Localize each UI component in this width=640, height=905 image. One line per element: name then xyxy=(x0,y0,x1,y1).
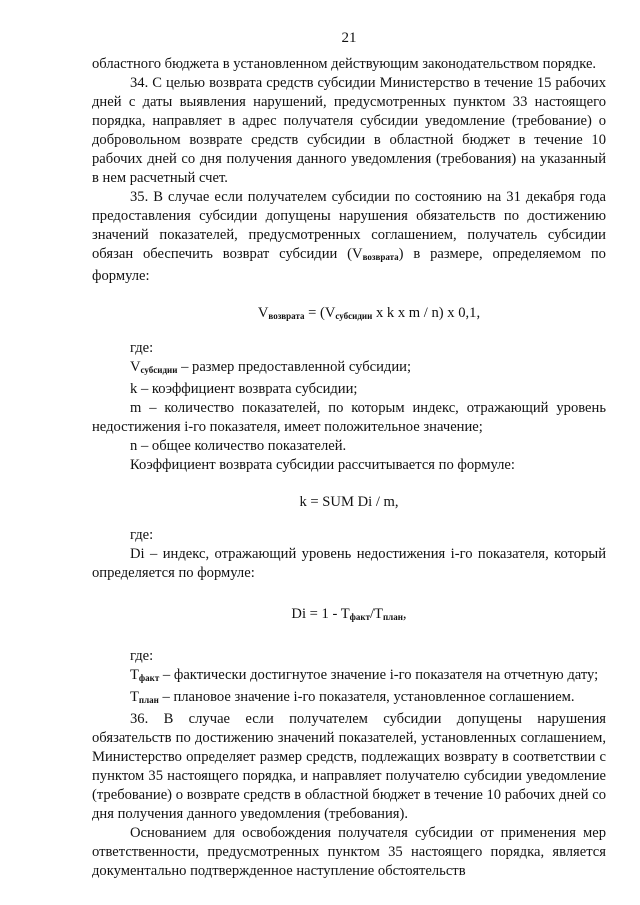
coefficient-intro: Коэффициент возврата субсидии рассчитывается по формуле: xyxy=(130,457,515,473)
definition-v-subsidy xyxy=(92,358,606,380)
definition-tp-sub: план xyxy=(138,695,159,705)
where-label-1: где: xyxy=(130,340,154,356)
paragraph-35-text-a: 35. В случае если получателем субсидии по состоянию на 31 декабря года предоставления субсидии допущены нарушения обязательств по достижению значений показателей, предусмотренных соглашением, получатель субсидии обязан обеспечить возврат субсидии (V xyxy=(92,189,606,262)
definition-v-symbol: V xyxy=(130,359,141,375)
paragraph-36: 36. В случае если получателем субсидии допущены нарушения обязательств по достижению значений показателей, установленных соглашением, Министерство определяет размер средств, подлежащих возврату в соответствии с пунктом 35 настоящего порядка, и направляет получателю субсидии уведомление (требование) о возврате средств в областной бюджет в течение 10 рабочих дней со дня получения данного уведомления (требования). xyxy=(92,711,606,822)
paragraph-exemption: Основанием для освобождения получателя субсидии от применения мер ответственности, предусмотренных пунктом 35 настоящего порядка, является документально подтвержденное наступление обстоятельств xyxy=(92,825,606,879)
formula-index xyxy=(92,605,606,627)
definition-di: Di – индекс, отражающий уровень недостижения i-го показателя, который определяется по формуле: xyxy=(92,546,606,581)
document-page xyxy=(92,30,606,881)
formula-refund-lhs-sub: возврата xyxy=(268,311,305,321)
definition-t-plan xyxy=(92,688,606,710)
formula-index-b: /T xyxy=(370,606,383,622)
formula-coefficient: k = SUM Di / m, xyxy=(299,494,399,510)
paragraph-34: 34. С целью возврата средств субсидии Министерство в течение 15 рабочих дней с даты выявления нарушений, предусмотренных пунктом 33 настоящего порядка, направляет в адрес получателя субсидии уведомление (требование) о добровольном возврате средств субсидии в областной бюджет в течение 10 рабочих дней со дня получения данного уведомления (требования) на указанный в нем расчетный счет. xyxy=(92,75,606,186)
definition-tf-text: – фактически достигнутое значение i-го показателя на отчетную дату; xyxy=(159,667,599,683)
definition-tp-symbol: T xyxy=(130,689,139,705)
definition-v-sub: субсидии xyxy=(140,365,178,375)
paragraph-35 xyxy=(92,188,606,286)
definition-v-text: – размер предоставленной субсидии; xyxy=(177,359,412,375)
definition-n: n – общее количество показателей. xyxy=(130,438,347,454)
formula-refund-lhs: V xyxy=(257,305,269,321)
formula-refund-rhs: x k x m / n) x 0,1, xyxy=(372,305,481,321)
definition-t-fact xyxy=(92,666,606,688)
where-label-2: где: xyxy=(130,527,154,543)
paragraph-continuation: областного бюджета в установленном действующим законодательством порядке. xyxy=(92,56,597,72)
formula-refund-mid: = (V xyxy=(304,305,336,321)
definition-tf-symbol: T xyxy=(130,667,139,683)
formula-refund-mid-sub: субсидии xyxy=(335,311,373,321)
formula-index-a-sub: факт xyxy=(349,612,370,622)
definition-tp-text: – плановое значение i-го показателя, установленное соглашением. xyxy=(158,689,575,705)
page-number: 21 xyxy=(341,30,357,46)
formula-index-b-sub: план xyxy=(382,612,403,622)
paragraph-35-subscript: возврата xyxy=(362,252,399,262)
formula-index-a: Di = 1 - T xyxy=(291,606,350,622)
where-label-3: где: xyxy=(130,648,154,664)
definition-k: k – коэффициент возврата субсидии; xyxy=(130,381,358,397)
definition-m: m – количество показателей, по которым индекс, отражающий уровень недостижения i-го показателя, имеет положительное значение; xyxy=(92,400,606,435)
formula-index-c: , xyxy=(402,606,407,622)
paragraph-35-text-b: ) в размере, определяемом по формуле: xyxy=(92,246,606,284)
formula-refund xyxy=(92,304,606,326)
definition-tf-sub: факт xyxy=(138,673,160,683)
